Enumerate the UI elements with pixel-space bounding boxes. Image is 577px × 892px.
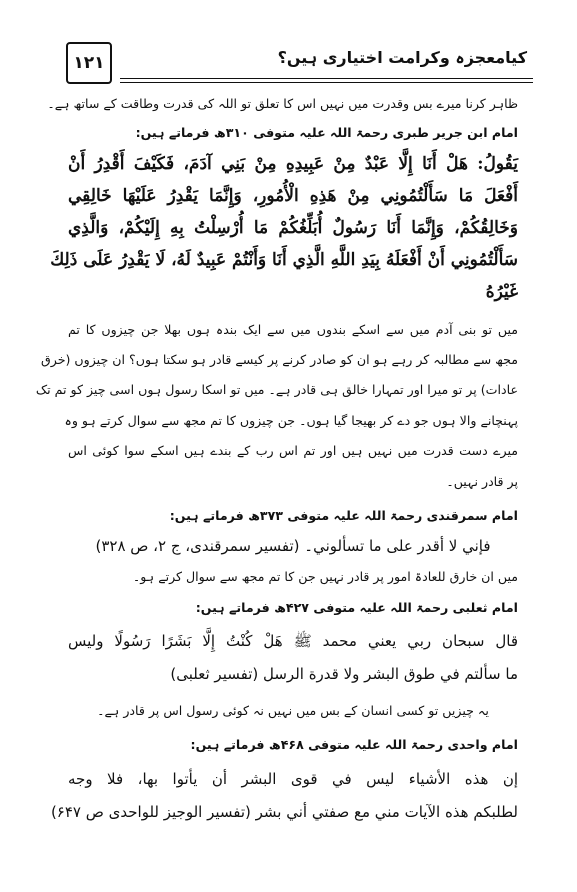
heading-thalabi: امام ثعلبی رحمۃ اللہ علیہ متوفی ۴۲۷ھ فرماتے ہیں: xyxy=(195,600,518,615)
arabic-quote-line: سَأَلْتُمُونِي أَنْ أَفْعَلَهُ بِيَدِ اللَّهِ الَّذِي أَنَا وَأَنْتُمْ عَبِيدٌ لَهُ، لَا يَقْدِرُ عَلَى ذَلِكَ xyxy=(50,250,518,270)
arabic-quote-line: وَخَالِقُكُمْ، وَإِنَّمَا أَنَا رَسُولٌ أُبَلِّغُكُمْ مَا أُرْسِلْتُ بِهِ إِلَيْكُمْ، وَالَّذِي xyxy=(68,218,518,238)
arabic-quote-line: ما سألتم في طوق البشر ولا قدرة الرسل (تفسیر ثعلبی) xyxy=(170,665,518,683)
arabic-quote-line: أَفْعَلَ مَا سَأَلْتُمُونِي مِنْ هَذِهِ الْأُمُورِ، وَإِنَّمَا يَقْدِرُ عَلَيْهَا خَالِقِي xyxy=(68,186,518,206)
heading-wahidi: امام واحدی رحمۃ اللہ علیہ متوفی ۴۶۸ھ فرماتے ہیں: xyxy=(190,737,518,752)
translation-line: میرے دست قدرت میں نہیں ہیں اور تم اس رب کے بندے ہیں اسکے سوا کوئی اس xyxy=(68,443,518,458)
header-rule-bottom xyxy=(120,82,533,83)
intro-line: ظاہر کرنا میرے بس وقدرت میں نہیں اس کا تعلق تو اللہ کی قدرت وطاقت کے ساتھ ہے۔ xyxy=(47,96,518,111)
page-number: ١٢١ xyxy=(66,42,112,84)
arabic-quote-line: يَقُولُ: هَلْ أَنَا إِلَّا عَبْدٌ مِنْ عَبِيدِهِ مِنْ بَنِي آدَمَ، فَكَيْفَ أَقْدِرُ أَنْ xyxy=(68,154,518,174)
arabic-quote-line: إن هذه الأشياء ليس في قوى البشر أن يأتوا بها، فلا وجه xyxy=(68,770,518,788)
header-rule-top xyxy=(120,78,533,79)
heading-samarqandi: امام سمرقندی رحمۃ اللہ علیہ متوفی ۳۷۳ھ فرماتے ہیں: xyxy=(169,508,518,523)
translation-thalabi: یہ چیزیں تو کسی انسان کے بس میں نہیں نہ کوئی رسول اس پر قادر ہے۔ xyxy=(97,703,489,718)
heading-tabari: امام ابن جریر طبری رحمۃ اللہ علیہ متوفی ۳۱۰ھ فرماتے ہیں: xyxy=(135,125,518,140)
translation-samarqandi: میں ان خارق للعادۃ امور پر قادر نہیں جن کا تم مجھ سے سوال کرتے ہو۔ xyxy=(132,569,518,584)
translation-line: پر قادر نہیں۔ xyxy=(446,474,518,489)
page-header xyxy=(66,38,533,88)
translation-line: عادات) پر تو میرا اور تمہارا خالق ہی قادر ہے۔ میں تو اسکا رسول ہوں اسی چیز کو تم تک xyxy=(35,382,518,397)
translation-line: پہنچانے والا ہوں جو دے کر بھیجا گیا ہوں۔ جن چیزوں کا تم مجھ سے سوال کرتے ہو وہ xyxy=(64,413,518,428)
translation-line: مجھ سے مطالبہ کر رہے ہو ان کو صادر کرنے پر کیسے قادر ہو سکتا ہوں؟ ان چیزوں (خرق xyxy=(40,352,518,367)
arabic-quote-line: لطلبكم هذه الآيات مني مع صفتي أني بشر (تفسیر الوجیز للواحدی ص ۶۴۷) xyxy=(50,803,518,821)
arabic-quote-line: قال سبحان ربي يعني محمد ﷺ هَلْ كُنْتُ إِلَّا بَشَرًا رَسُولًا وليس xyxy=(68,632,518,650)
translation-line: میں تو بنی آدم میں سے اسکے بندوں میں سے ایک بندہ ہوں بھلا جن چیزوں کا تم xyxy=(68,322,518,337)
chapter-title: کیامعجزہ وکرامت اختیاری ہیں؟ xyxy=(277,48,527,67)
arabic-quote-line: غَيْرُهُ xyxy=(485,282,518,302)
arabic-quote-samarqandi: فإني لا أقدر على ما تسألوني۔ (تفسیر سمرقندی، ج ۲، ص ۳۲۸) xyxy=(95,537,491,555)
